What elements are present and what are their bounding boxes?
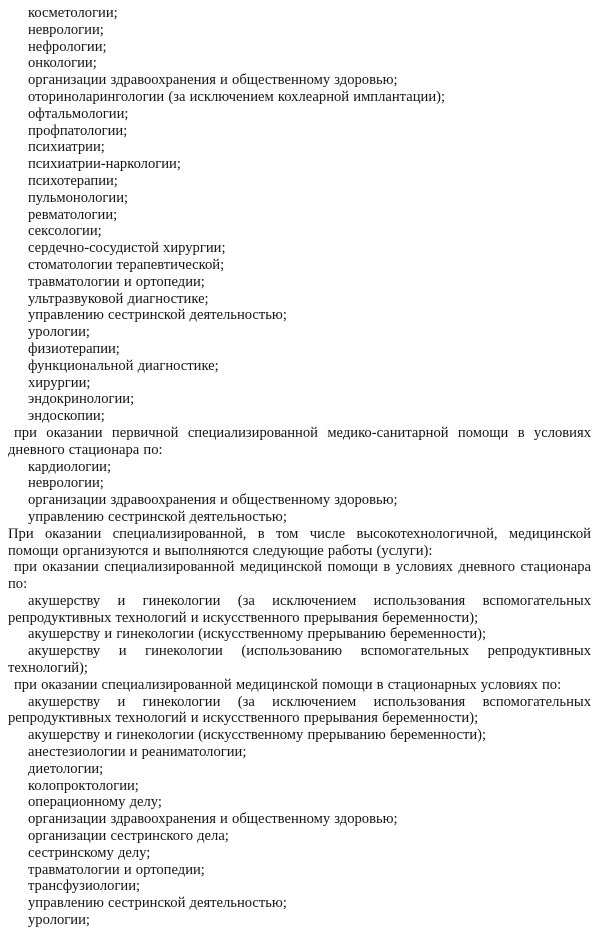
document-line: психиатрии-наркологии; — [28, 156, 181, 173]
document-line: травматологии и ортопедии; — [28, 861, 205, 878]
document-line: профпатологии; — [28, 122, 128, 139]
document-line: управлению сестринской деятельностью; — [28, 895, 287, 912]
document-line: операционному делу; — [28, 794, 162, 811]
document-line: сексологии; — [28, 223, 102, 240]
document-line: неврологии; — [28, 21, 104, 38]
document-line: сердечно-сосудистой хирургии; — [28, 240, 226, 257]
document-line: организации здравоохранения и общественному здоровью; — [28, 72, 398, 89]
document-line: косметологии; — [28, 5, 118, 21]
document-line: акушерству и гинекологии (искусственному прерыванию беременности); — [28, 626, 487, 643]
document-line: оториноларингологии (за исключением кохлеарной имплантации); — [28, 88, 446, 105]
document-line: психотерапии; — [28, 172, 118, 189]
document-line: акушерству и гинекологии (использованию вспомогательных репродуктивных технологий); — [8, 643, 591, 677]
document-line: урологии; — [28, 324, 90, 341]
document-line: управлению сестринской деятельностью; — [28, 508, 287, 525]
document-line: офтальмологии; — [28, 105, 129, 122]
document-line: организации здравоохранения и общественному здоровью; — [28, 492, 398, 509]
document-line: акушерству и гинекологии (за исключением использования вспомогательных репродуктивных технологий и искусственного прерывания беременности); — [8, 693, 591, 727]
document-line: пульмонологии; — [28, 189, 129, 206]
document-line: при оказании первичной специализированной медико-санитарной помощи в условиях дневного стационара по: — [8, 424, 591, 458]
document-line: урологии; — [28, 912, 90, 929]
document-line: неврологии; — [28, 475, 104, 492]
document-line: кардиологии; — [28, 458, 112, 475]
document-line: акушерству и гинекологии (искусственному прерыванию беременности); — [28, 727, 487, 744]
document-line: акушерству и гинекологии (за исключением использования вспомогательных репродуктивных технологий и искусственного прерывания беременности); — [8, 592, 591, 626]
document-line: физиотерапии; — [28, 340, 120, 357]
document-line: ультразвуковой диагностике; — [28, 290, 209, 307]
document-line: ревматологии; — [28, 206, 118, 223]
document-line: трансфузиологии; — [28, 878, 141, 895]
document-line: сестринскому делу; — [28, 844, 151, 861]
document-line: организации сестринского дела; — [28, 828, 229, 845]
document-line: функциональной диагностике; — [28, 357, 219, 374]
document-line: травматологии и ортопедии; — [28, 273, 205, 290]
document-line: психиатрии; — [28, 139, 105, 156]
document-line: стоматологии терапевтической; — [28, 256, 225, 273]
document-line: эндокринологии; — [28, 391, 135, 408]
document-line: при оказании специализированной медицинской помощи в стационарных условиях по: — [14, 676, 562, 693]
document-line: При оказании специализированной, в том числе высокотехнологичной, медицинской помощи организуются и выполняются следующие работы (услуги): — [8, 525, 591, 559]
document-line: анестезиологии и реаниматологии; — [28, 744, 247, 761]
document-line: нефрологии; — [28, 38, 107, 55]
document-line: диетологии; — [28, 760, 104, 777]
document-line: онкологии; — [28, 55, 97, 72]
document-line: колопроктологии; — [28, 777, 139, 794]
document-line: хирургии; — [28, 374, 91, 391]
document-line: эндоскопии; — [28, 408, 105, 425]
document-line: при оказании специализированной медицинской помощи в условиях дневного стационара по: — [8, 559, 591, 593]
document-line: управлению сестринской деятельностью; — [28, 307, 287, 324]
document-line: организации здравоохранения и общественному здоровью; — [28, 811, 398, 828]
